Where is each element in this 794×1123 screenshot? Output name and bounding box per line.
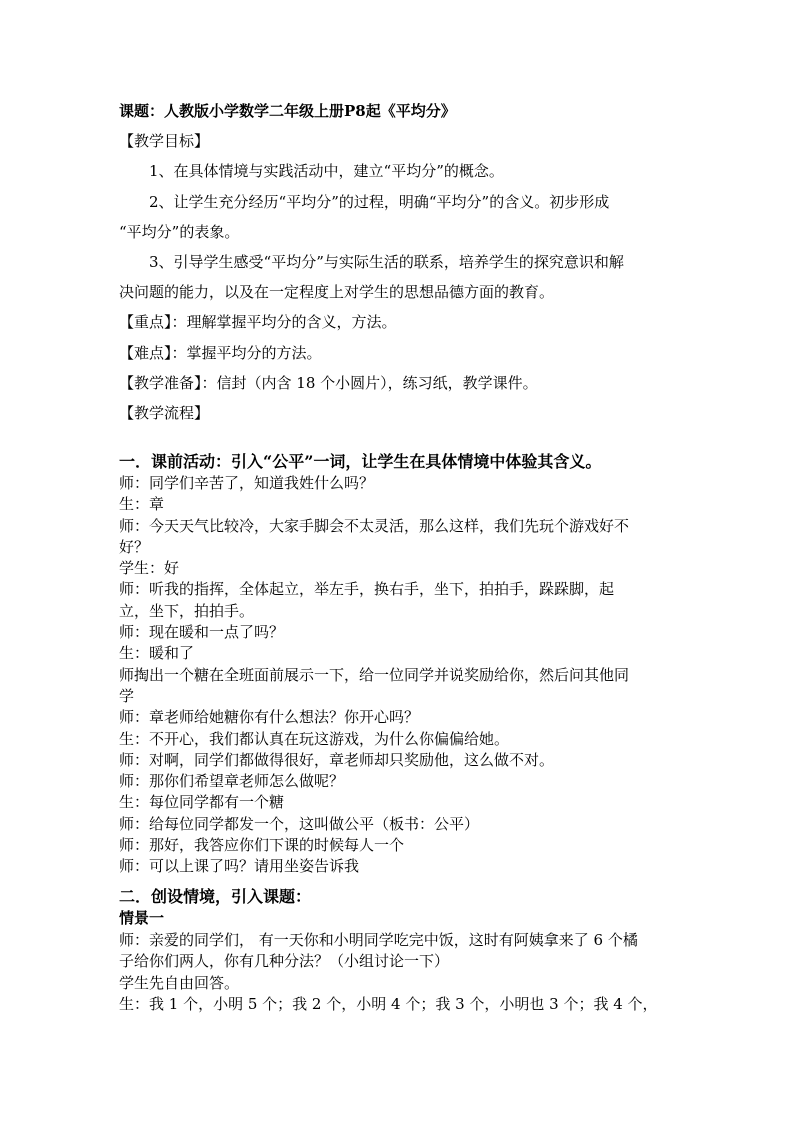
dialogue-line: 师：同学们辛苦了，知道我姓什么吗？ (119, 474, 375, 492)
dialogue-line: 学生：好 (119, 559, 180, 578)
objectives-heading: 【教学目标】 (119, 132, 210, 151)
dialogue-line: 师：给每位同学都发一个，这叫做公平（板书：公平） (119, 814, 480, 833)
objective-3: 3、引导学生感受“平均分”与实际生活的联系，培养学生的探究意识和解 (149, 253, 624, 272)
key-point: 【重点】：理解掌握平均分的含义，方法。 (119, 313, 397, 332)
section-2-body (119, 908, 679, 1016)
dialogue-line: 子给你们两人，你有几种分法？（小组讨论一下） (119, 952, 450, 970)
dialogue-line: 师掏出一个糖在全班面前展示一下，给一位同学并说奖励给你，然后问其他同 (119, 665, 630, 684)
dialogue-line: 师：那你们希望章老师怎么做呢？ (119, 772, 345, 791)
dialogue-line: 生：我 1 个，小明 5 个；我 2 个，小明 4 个；我 3 个，小明也 3 个；我 4 个， (119, 995, 658, 1013)
objective-3-cont: 决问题的能力，以及在一定程度上对学生的思想品德方面的教育。 (119, 283, 555, 302)
dialogue-line: 师：章老师给她糖你有什么想法？你开心吗？ (119, 708, 420, 727)
dialogue-line: 师：亲爱的同学们， 有一天你和小明同学吃完中饭，这时有阿姨拿来了 6 个橘 (119, 930, 638, 949)
dialogue-line: 师：可以上课了吗？请用坐姿告诉我 (119, 857, 360, 876)
objective-1: 1、在具体情境与实践活动中，建立“平均分”的概念。 (149, 162, 504, 181)
section-1-body (119, 473, 679, 878)
dialogue-line: 学生先自由回答。 (119, 973, 240, 992)
dialogue-line: 生：每位同学都有一个糖 (119, 793, 285, 812)
dialogue-line: 学 (119, 686, 135, 705)
scenario-label: 情景一 (119, 909, 165, 927)
dialogue-line: 师：对啊，同学们都做得很好，章老师却只奖励他，这么做不对。 (119, 750, 555, 769)
difficult-point: 【难点】：掌握平均分的方法。 (119, 343, 322, 362)
dialogue-line: 生：章 (119, 495, 165, 514)
dialogue-line: 师：今天天气比较冷，大家手脚会不太灵活，那么这样，我们先玩个游戏好不 (119, 516, 630, 535)
lesson-title: 课题：人教版小学数学二年级上册P8起《平均分》 (119, 102, 456, 120)
objective-2-cont: “平均分”的表象。 (119, 222, 240, 241)
objective-2: 2、让学生充分经历“平均分”的过程，明确“平均分”的含义。初步形成 (149, 192, 610, 211)
dialogue-line: 生：暖和了 (119, 644, 195, 663)
dialogue-line: 好？ (119, 537, 150, 556)
dialogue-line: 师：听我的指挥，全体起立，举左手，换右手，坐下，拍拍手，跺跺脚，起 (119, 580, 615, 599)
dialogue-line: 师：那好，我答应你们下课的时候每人一个 (119, 836, 405, 855)
dialogue-line: 立，坐下，拍拍手。 (119, 601, 255, 620)
lesson-intro (119, 96, 679, 428)
section-2-heading: 二．创设情境，引入课题： (119, 887, 312, 906)
dialogue-line: 师：现在暖和一点了吗？ (119, 623, 285, 642)
section-1-heading: 一．课前活动：引入“公平”一词，让学生在具体情境中体验其含义。 (119, 452, 602, 471)
dialogue-line: 生：不开心，我们都认真在玩这游戏，为什么你偏偏给她。 (119, 729, 510, 748)
process-heading: 【教学流程】 (119, 404, 210, 423)
preparation: 【教学准备】：信封（内含 18 个小圆片），练习纸，教学课件。 (119, 373, 538, 392)
